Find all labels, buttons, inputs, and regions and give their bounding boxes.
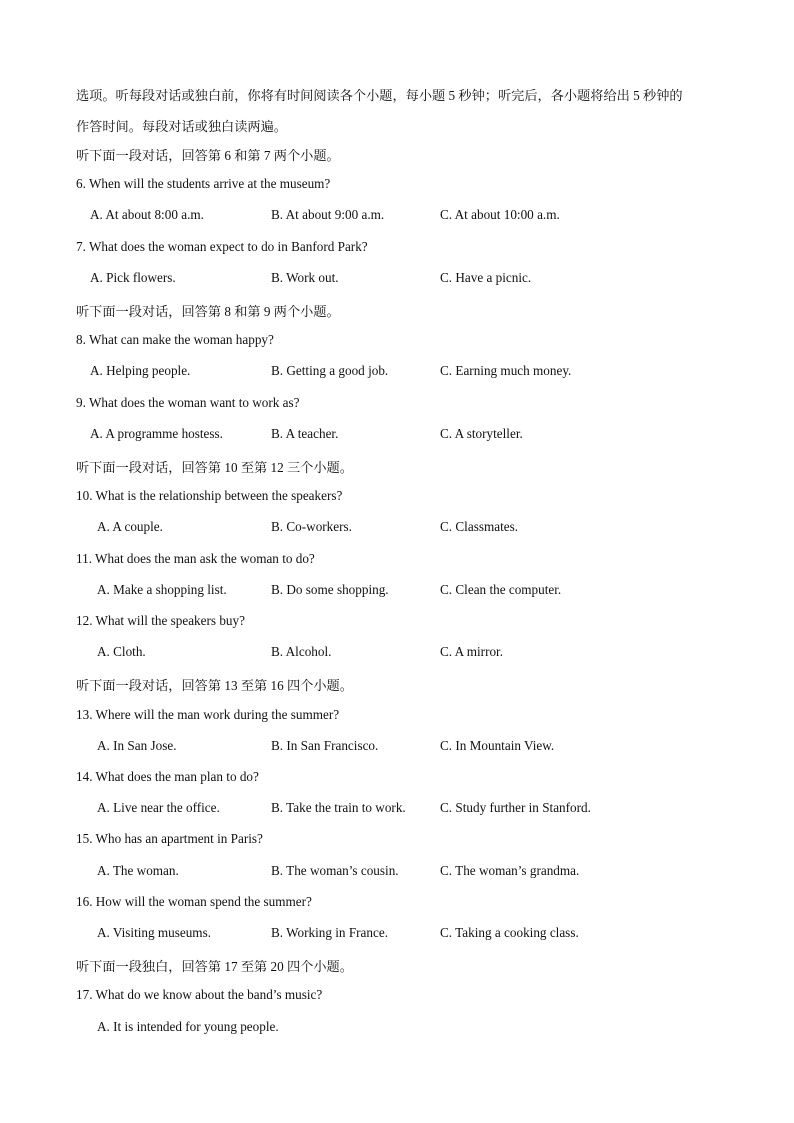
answer-option-c: C. Earning much money. bbox=[440, 363, 572, 379]
answer-option-c: C. A mirror. bbox=[440, 644, 504, 660]
answer-option-b: B. At about 9:00 a.m. bbox=[271, 207, 385, 223]
question-text: 17. What do we know about the band’s music? bbox=[76, 987, 323, 1003]
question-text: 6. When will the students arrive at the museum? bbox=[76, 176, 331, 192]
question-text: 9. What does the woman want to work as? bbox=[76, 394, 300, 410]
answer-option-b: B. Alcohol. bbox=[271, 644, 332, 660]
answer-option-a: A. Live near the office. bbox=[97, 800, 220, 816]
instructions bbox=[76, 80, 736, 142]
answer-option-a: A. It is intended for young people. bbox=[97, 1018, 279, 1034]
answer-option-c: C. The woman’s grandma. bbox=[440, 862, 580, 878]
question-text: 13. Where will the man work during the summer? bbox=[76, 706, 340, 722]
question-text: 14. What does the man plan to do? bbox=[76, 769, 259, 784]
answer-option-b: B. In San Francisco. bbox=[271, 737, 379, 753]
answer-option-c: C. A storyteller. bbox=[440, 425, 523, 441]
answer-option-b: B. Work out. bbox=[271, 269, 339, 285]
section-instruction: 听下面一段独白，回答第 17 至第 20 四个小题。 bbox=[76, 959, 353, 975]
instructions-line-1: 选项。听每段对话或独白前，你将有时间阅读各个小题，每小题 5 秒钟；听完后，各小题将给出 5 秒钟的 bbox=[76, 88, 683, 103]
instructions-line-2: 作答时间。每段对话或独白读两遍。 bbox=[76, 119, 287, 134]
answer-option-c: C. At about 10:00 a.m. bbox=[440, 207, 560, 223]
answer-option-c: C. In Mountain View. bbox=[440, 737, 555, 753]
answer-option-c: C. Study further in Stanford. bbox=[440, 800, 591, 816]
answer-option-b: B. Take the train to work. bbox=[271, 800, 406, 816]
answer-option-b: B. Working in France. bbox=[271, 925, 388, 940]
question-text: 16. How will the woman spend the summer? bbox=[76, 893, 312, 909]
question-text: 10. What is the relationship between the speakers? bbox=[76, 488, 343, 504]
answer-option-b: B. Do some shopping. bbox=[271, 581, 389, 597]
answer-option-c: C. Have a picnic. bbox=[440, 269, 532, 285]
answer-option-a: A. Helping people. bbox=[90, 363, 191, 379]
section-instruction: 听下面一段对话，回答第 8 和第 9 两个小题。 bbox=[76, 304, 340, 319]
answer-option-b: B. Getting a good job. bbox=[271, 363, 389, 379]
answer-option-b: B. A teacher. bbox=[271, 425, 339, 441]
answer-option-c: C. Taking a cooking class. bbox=[440, 925, 579, 940]
answer-option-b: B. Co-workers. bbox=[271, 519, 352, 535]
question-text: 7. What does the woman expect to do in Banford Park? bbox=[76, 238, 368, 254]
answer-option-a: A. Cloth. bbox=[97, 644, 146, 660]
answer-option-a: A. A couple. bbox=[97, 519, 163, 535]
answer-option-a: A. A programme hostess. bbox=[90, 425, 223, 441]
question-text: 12. What will the speakers buy? bbox=[76, 613, 245, 628]
section-instruction: 听下面一段对话，回答第 6 和第 7 两个小题。 bbox=[76, 148, 340, 163]
question-text: 15. Who has an apartment in Paris? bbox=[76, 831, 263, 847]
answer-option-a: A. Visiting museums. bbox=[97, 925, 211, 940]
answer-option-a: A. In San Jose. bbox=[97, 737, 177, 753]
answer-option-c: C. Clean the computer. bbox=[440, 581, 562, 597]
section-instruction: 听下面一段对话，回答第 13 至第 16 四个小题。 bbox=[76, 678, 353, 694]
answer-option-a: A. The woman. bbox=[97, 862, 179, 878]
answer-option-a: A. At about 8:00 a.m. bbox=[90, 207, 204, 223]
answer-option-b: B. The woman’s cousin. bbox=[271, 862, 399, 878]
answer-option-a: A. Make a shopping list. bbox=[97, 581, 227, 597]
answer-option-a: A. Pick flowers. bbox=[90, 269, 176, 285]
question-text: 11. What does the man ask the woman to do? bbox=[76, 550, 315, 566]
section-instruction: 听下面一段对话，回答第 10 至第 12 三个小题。 bbox=[76, 460, 353, 475]
question-text: 8. What can make the woman happy? bbox=[76, 332, 274, 348]
answer-option-c: C. Classmates. bbox=[440, 519, 519, 535]
